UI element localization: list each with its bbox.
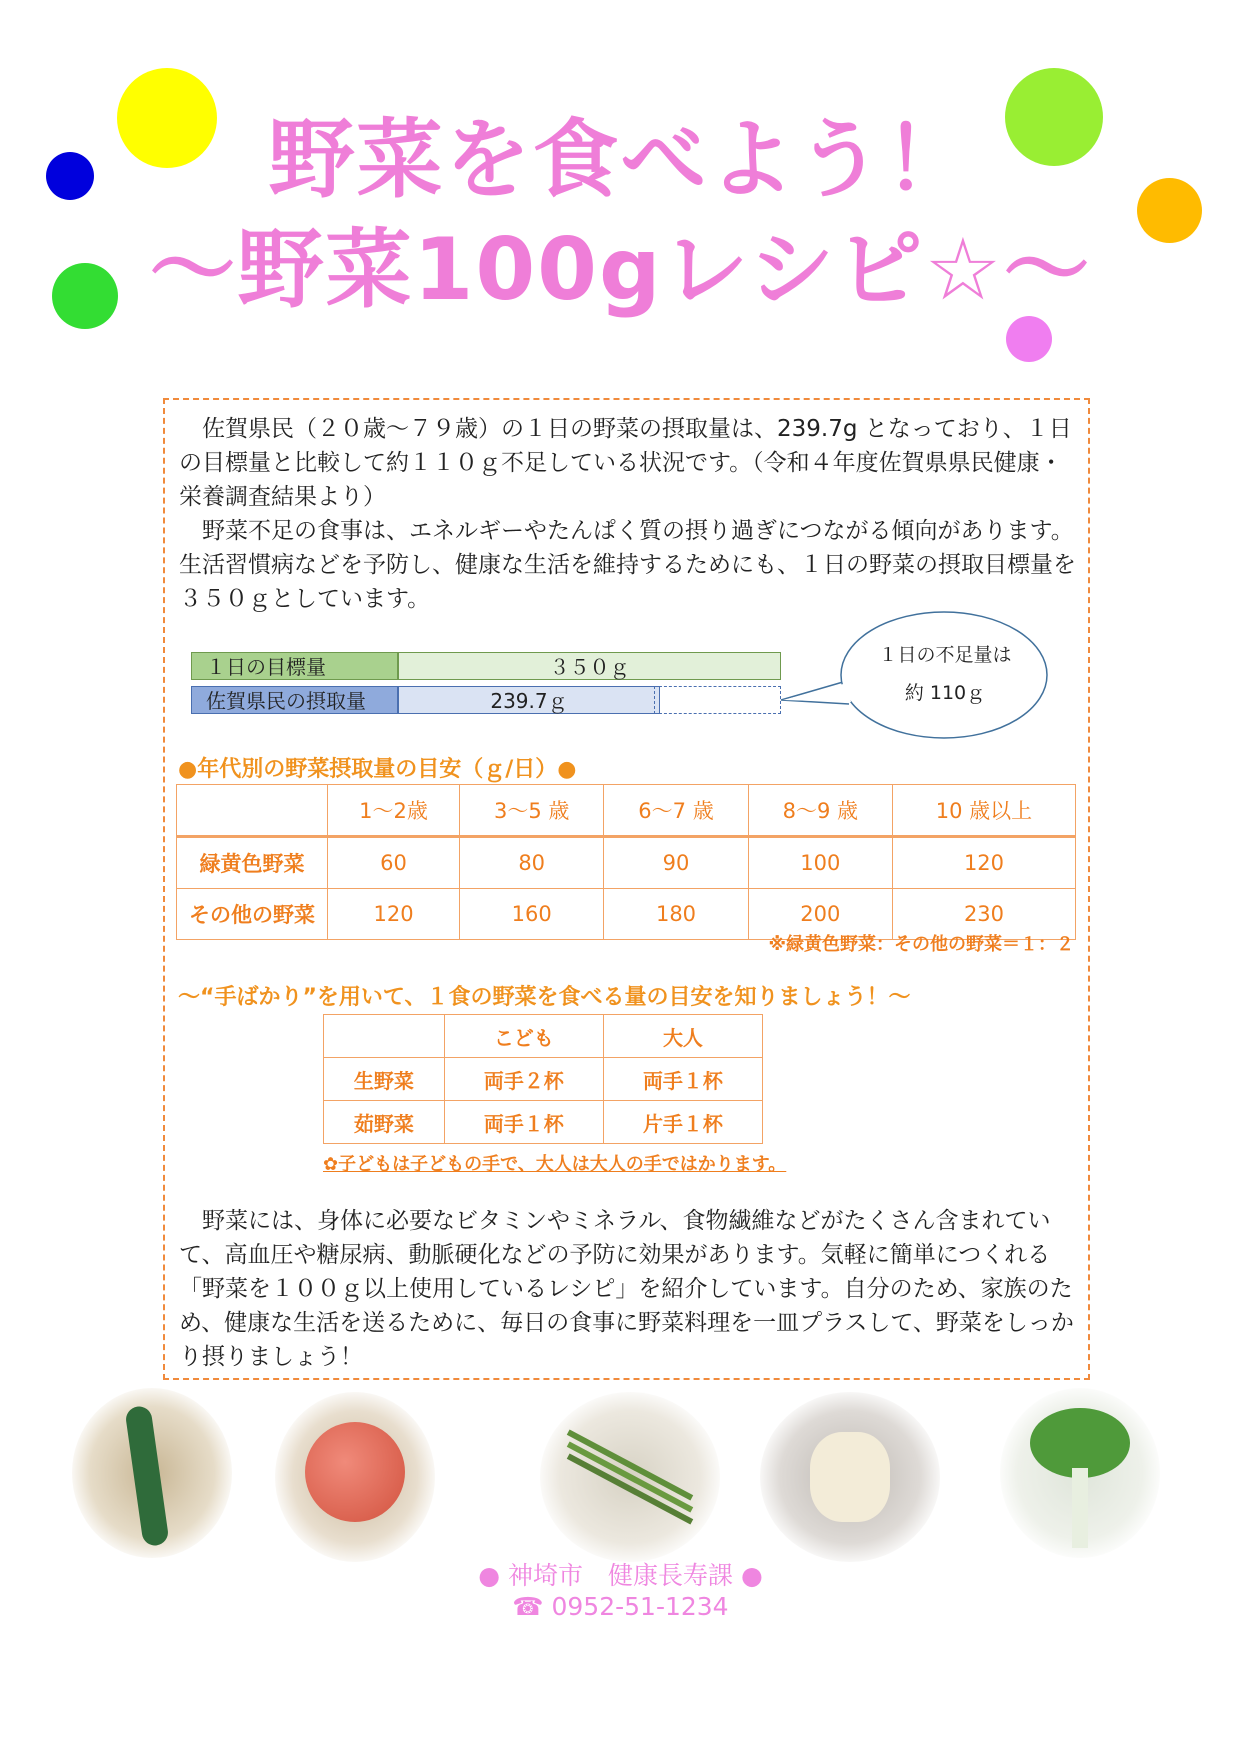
- table-cell: 180: [604, 889, 748, 940]
- asparagus-photo: [540, 1392, 720, 1562]
- table-cell: 100: [748, 837, 892, 889]
- table-header-row: [324, 1015, 763, 1058]
- hand-measure-table: [323, 1014, 763, 1144]
- row-header: 生野菜: [324, 1058, 445, 1101]
- content-panel: [163, 398, 1090, 1380]
- row-header: 茹野菜: [324, 1101, 445, 1144]
- table-cell: 160: [460, 889, 604, 940]
- table-header-cell: 8〜9 歳: [748, 785, 892, 837]
- table-cell: 両手１杯: [444, 1101, 603, 1144]
- table-row: [324, 1058, 763, 1101]
- table-cell: 両手１杯: [603, 1058, 762, 1101]
- target-label: １日の目標量: [191, 652, 398, 680]
- target-value: ３５０ｇ: [398, 652, 781, 680]
- table-cell: 80: [460, 837, 604, 889]
- table-row: [324, 1101, 763, 1144]
- table-header-cell: [177, 785, 328, 837]
- ratio-note: ※緑黄色野菜：その他の野菜＝１：２: [768, 934, 1074, 955]
- table-cell: 230: [892, 889, 1075, 940]
- row-header: その他の野菜: [177, 889, 328, 940]
- shortfall-outline: [654, 686, 781, 714]
- row-header: 緑黄色野菜: [177, 837, 328, 889]
- table-header-cell: 大人: [603, 1015, 762, 1058]
- table-cell: 両手２杯: [444, 1058, 603, 1101]
- intro-paragraph-1: 佐賀県民（２０歳〜７９歳）の１日の野菜の摂取量は、239.7g となっており、１日の目標量と比較して約１１０ｇ不足している状況です。（令和４年度佐賀県県民健康・栄養調査結果より）: [179, 416, 1072, 510]
- table-header-cell: こども: [444, 1015, 603, 1058]
- intro-paragraph-2: 野菜不足の食事は、エネルギーやたんぱく質の摂り過ぎにつながる傾向があります。生活習慣病などを予防し、健康な生活を維持するためにも、１日の野菜の摂取目標量を３５０ｇとしています。: [179, 518, 1076, 612]
- closing-paragraph: 野菜には、身体に必要なビタミンやミネラル、食物繊維などがたくさん含まれていて、高血圧や糖尿病、動脈硬化などの予防に効果があります。気軽に簡単につくれる「野菜を１００ｇ以上使用しているレシピ」を紹介しています。自分のため、家族のため、健康な生活を送るために、毎日の食事に野菜料理を一皿プラスして、野菜をしっかり摂りましょう！: [179, 1208, 1074, 1370]
- table-cell: 120: [892, 837, 1075, 889]
- table-cell: 200: [748, 889, 892, 940]
- cucumber-photo: [72, 1388, 232, 1558]
- age-table-title: ●年代別の野菜摂取量の目安（ｇ/日）●: [178, 757, 577, 782]
- hand-note: ✿子どもは子どもの手で、大人は大人の手ではかります。: [323, 1154, 787, 1175]
- table-header-cell: 1〜2歳: [328, 785, 460, 837]
- page-title: 野菜を食べよう！: [268, 110, 973, 210]
- bubble-text-line2: 約 110ｇ: [904, 682, 986, 704]
- age-intake-table: [176, 784, 1076, 940]
- intake-label: 佐賀県民の摂取量: [191, 686, 398, 714]
- table-cell: 片手１杯: [603, 1101, 762, 1144]
- mizuna-photo: [1000, 1388, 1160, 1558]
- table-row: [177, 837, 1076, 889]
- table-header-cell: [324, 1015, 445, 1058]
- table-header-row: [177, 785, 1076, 837]
- table-cell: 90: [604, 837, 748, 889]
- table-cell: 60: [328, 837, 460, 889]
- bubble-text-line1: １日の不足量は: [878, 644, 1012, 666]
- shortfall-speech-bubble: [779, 600, 1049, 740]
- page-subtitle: 〜野菜100gレシピ☆〜: [149, 220, 1092, 320]
- lotus-root-photo: [760, 1392, 940, 1562]
- footer-phone: ☎ 0952-51-1234: [512, 1592, 729, 1621]
- intake-value-bar: 239.7ｇ: [398, 686, 660, 714]
- footer-department: ● 神埼市 健康長寿課 ●: [478, 1561, 763, 1590]
- tomato-photo: [275, 1392, 435, 1562]
- table-header-cell: 6〜7 歳: [604, 785, 748, 837]
- table-header-cell: 3〜5 歳: [460, 785, 604, 837]
- table-header-cell: 10 歳以上: [892, 785, 1075, 837]
- table-cell: 120: [328, 889, 460, 940]
- hand-table-title: 〜“手ばかり”を用いて、１食の野菜を食べる量の目安を知りましょう！〜: [178, 985, 911, 1010]
